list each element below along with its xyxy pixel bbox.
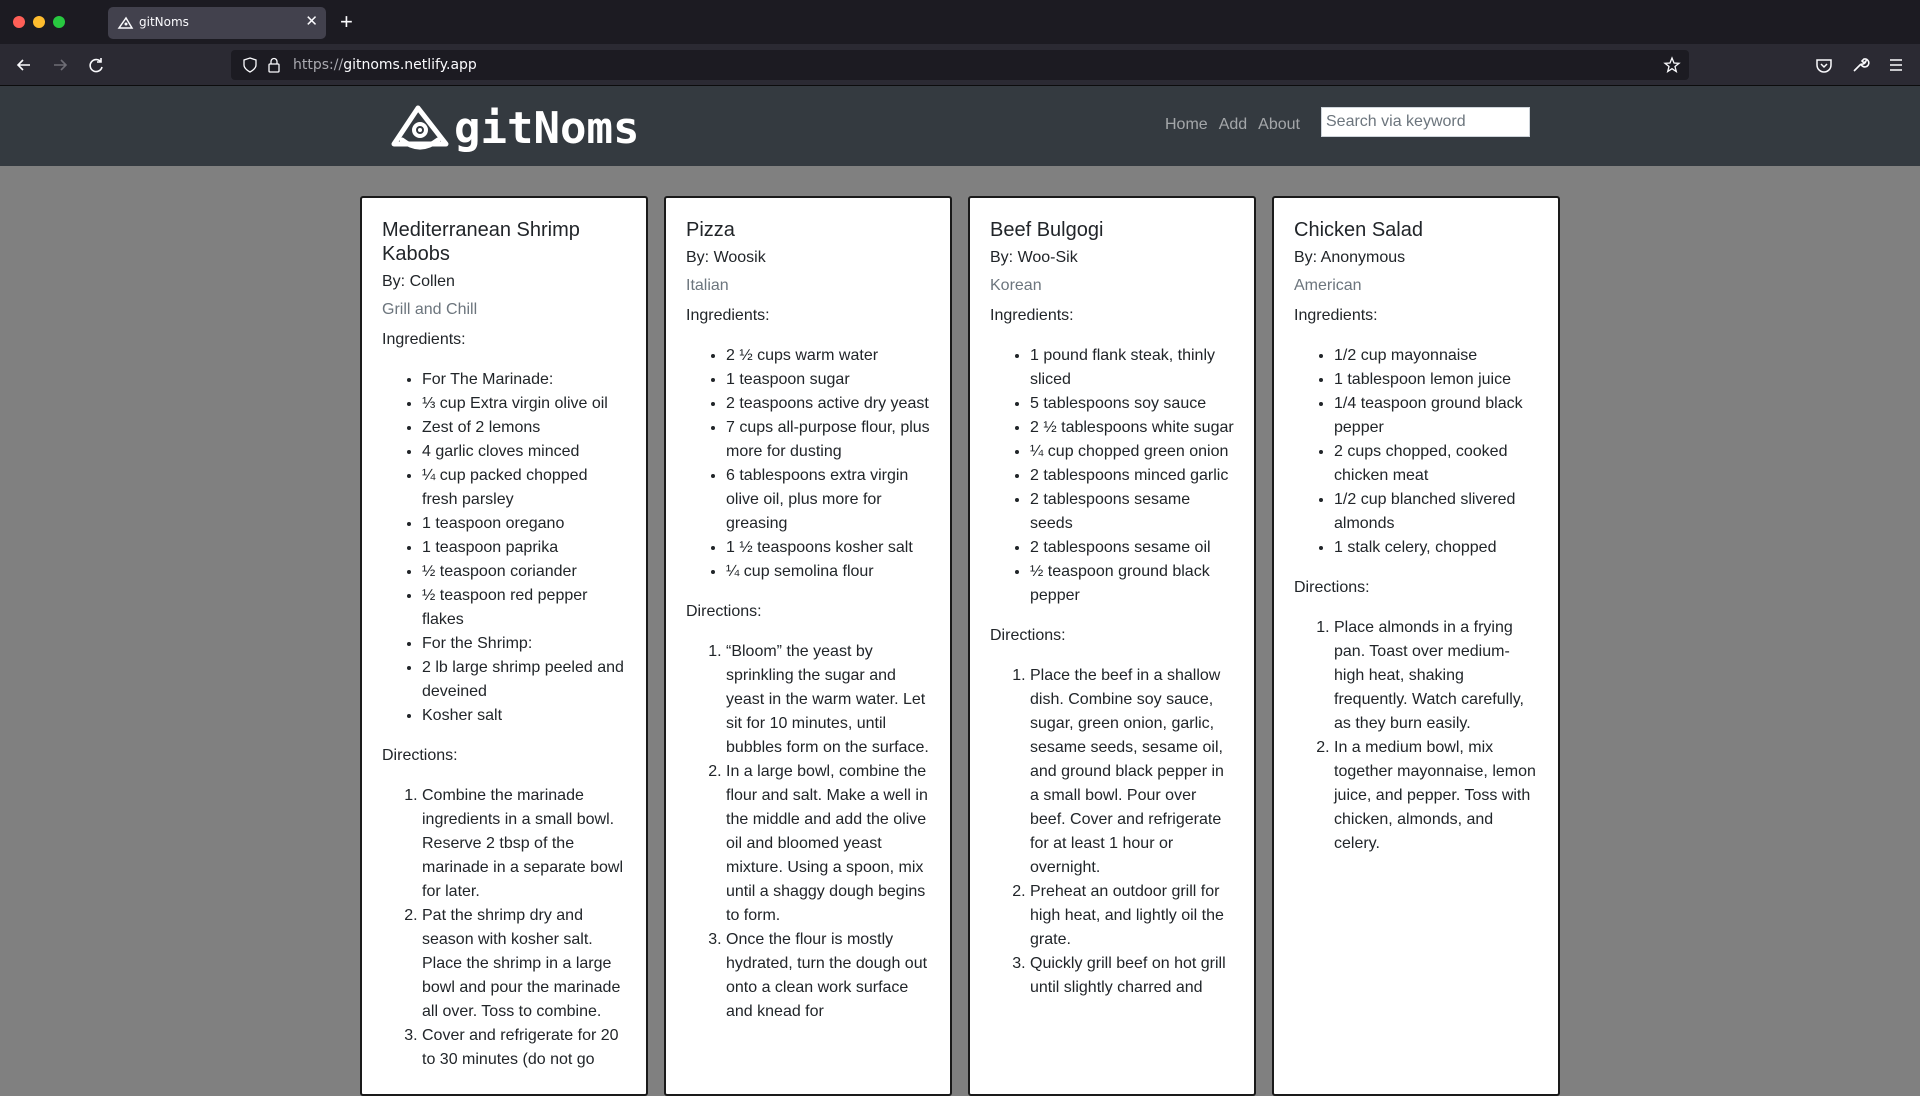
direction-step: 3. Quickly grill beef on hot grill until slightly charred and [1030, 952, 1234, 1000]
ingredient-item: • 6 tablespoons extra virgin olive oil, plus more for greasing [726, 464, 930, 536]
recipe-title: Beef Bulgogi [990, 219, 1104, 241]
direction-step: 1. “Bloom” the yeast by sprinkling the sugar and yeast in the warm water. Let sit for 10 minutes, until bubbles form on the surface. [726, 640, 930, 760]
ingredient-item: • 2 tablespoons sesame seeds [1030, 488, 1234, 536]
new-tab-button[interactable]: + [340, 9, 353, 34]
ingredient-item: • 2 tablespoons minced garlic [1030, 464, 1234, 488]
ingredient-item: • Zest of 2 lemons [422, 416, 626, 440]
ingredients-list [1294, 344, 1538, 560]
ingredient-item: • 2 ½ tablespoons white sugar [1030, 416, 1234, 440]
ingredient-item: • 2 cups chopped, cooked chicken meat [1334, 440, 1538, 488]
ingredient-item: • 1 ½ teaspoons kosher salt [726, 536, 930, 560]
direction-step: 3. Once the flour is mostly hydrated, turn the dough out onto a clean work surface and knead for [726, 928, 930, 1024]
close-tab-icon[interactable]: ✕ [305, 13, 318, 30]
ingredient-item: • 2 lb large shrimp peeled and deveined [422, 656, 626, 704]
ingredient-item: • ⅓ cup Extra virgin olive oil [422, 392, 626, 416]
back-icon[interactable] [13, 54, 35, 76]
recipe-author: By: Collen [382, 273, 455, 290]
ingredient-item: • 2 tablespoons sesame oil [1030, 536, 1234, 560]
ingredient-item: • Kosher salt [422, 704, 626, 728]
direction-step: 3. Cover and refrigerate for 20 to 30 minutes (do not go [422, 1024, 626, 1072]
browser-tab[interactable] [108, 7, 326, 39]
recipe-author: By: Woo-Sik [990, 249, 1078, 266]
directions-list [382, 784, 626, 1072]
ingredient-item: • 2 teaspoons active dry yeast [726, 392, 930, 416]
nav-home[interactable]: Home [1165, 116, 1208, 133]
recipe-card[interactable] [360, 196, 648, 1096]
site-header [0, 86, 1920, 166]
lock-icon[interactable] [267, 57, 281, 73]
ingredient-item: • 5 tablespoons soy sauce [1030, 392, 1234, 416]
ingredient-item: • ½ teaspoon ground black pepper [1030, 560, 1234, 608]
ingredient-item: • ¼ cup chopped green onion [1030, 440, 1234, 464]
ingredient-item: • For The Marinade: [422, 368, 626, 392]
ingredient-item: • 1/2 cup blanched slivered almonds [1334, 488, 1538, 536]
ingredient-item: • For the Shrimp: [422, 632, 626, 656]
directions-list [686, 640, 930, 1024]
direction-step: 1. Place almonds in a frying pan. Toast over medium-high heat, shaking frequently. Watch carefully, as they burn easily. [1334, 616, 1538, 736]
directions-label: Directions: [1294, 579, 1370, 596]
menu-icon[interactable] [1885, 54, 1907, 76]
wrench-icon[interactable] [1849, 54, 1871, 76]
direction-step: 2. Preheat an outdoor grill for high heat, and lightly oil the grate. [1030, 880, 1234, 952]
recipe-card[interactable] [1272, 196, 1560, 1096]
ingredient-item: • 1 teaspoon paprika [422, 536, 626, 560]
ingredient-item: • 1 pound flank steak, thinly sliced [1030, 344, 1234, 392]
url-text[interactable]: https://gitnoms.netlify.app [293, 57, 477, 73]
direction-step: 1. Combine the marinade ingredients in a small bowl. Reserve 2 tbsp of the marinade in a separate bowl for later. [422, 784, 626, 904]
logo-text: gitNoms [454, 102, 640, 154]
ingredient-item: • 1 teaspoon sugar [726, 368, 930, 392]
recipe-card[interactable] [968, 196, 1256, 1096]
browser-toolbar [0, 44, 1920, 86]
recipe-author: By: Anonymous [1294, 249, 1406, 266]
direction-step: 2. In a medium bowl, mix together mayonnaise, lemon juice, and pepper. Toss with chicken, almonds, and celery. [1334, 736, 1538, 856]
recipe-cuisine: Grill and Chill [382, 301, 478, 318]
direction-step: 2. Pat the shrimp dry and season with kosher salt. Place the shrimp in a large bowl and pour the marinade all over. Toss to combine. [422, 904, 626, 1024]
close-window-button[interactable] [13, 16, 25, 28]
recipe-cuisine: Korean [990, 277, 1042, 294]
recipe-card-list [360, 196, 1560, 1096]
ingredient-item: • 2 ½ cups warm water [726, 344, 930, 368]
ingredient-item: • ½ teaspoon coriander [422, 560, 626, 584]
directions-label: Directions: [990, 627, 1066, 644]
ingredients-label: Ingredients: [990, 307, 1074, 324]
nav-about[interactable]: About [1258, 116, 1300, 133]
directions-label: Directions: [686, 603, 762, 620]
url-bar[interactable] [231, 50, 1689, 80]
ingredient-item: • ¼ cup semolina flour [726, 560, 930, 584]
minimize-window-button[interactable] [33, 16, 45, 28]
reload-icon[interactable] [85, 54, 107, 76]
search-input[interactable] [1321, 107, 1530, 137]
directions-list [990, 664, 1234, 1000]
ingredients-label: Ingredients: [382, 331, 466, 348]
ingredient-item: • 1 tablespoon lemon juice [1334, 368, 1538, 392]
recipe-cuisine: Italian [686, 277, 729, 294]
ingredients-list [686, 344, 930, 584]
ingredients-list [382, 368, 626, 728]
recipe-title: Pizza [686, 219, 735, 241]
directions-label: Directions: [382, 747, 458, 764]
ingredients-label: Ingredients: [1294, 307, 1378, 324]
forward-icon[interactable] [49, 54, 71, 76]
ingredient-item: • ½ teaspoon red pepper flakes [422, 584, 626, 632]
ingredient-item: • 1/4 teaspoon ground black pepper [1334, 392, 1538, 440]
pizza-logo-icon [390, 100, 452, 156]
ingredients-list [990, 344, 1234, 608]
shield-icon[interactable] [242, 57, 258, 73]
ingredient-item: • 4 garlic cloves minced [422, 440, 626, 464]
pocket-icon[interactable] [1813, 54, 1835, 76]
site-logo[interactable] [390, 100, 639, 156]
directions-list [1294, 616, 1538, 856]
ingredient-item: • 1 stalk celery, chopped [1334, 536, 1538, 560]
ingredient-item: • ¼ cup packed chopped fresh parsley [422, 464, 626, 512]
recipe-title: Chicken Salad [1294, 219, 1423, 241]
site-nav [1165, 116, 1311, 134]
recipe-cuisine: American [1294, 277, 1362, 294]
recipe-title: Mediterranean Shrimp Kabobs [382, 219, 580, 265]
tab-title: gitNoms [139, 15, 189, 29]
ingredient-item: • 7 cups all-purpose flour, plus more for dusting [726, 416, 930, 464]
pizza-favicon-icon [118, 16, 133, 30]
maximize-window-button[interactable] [53, 16, 65, 28]
ingredients-label: Ingredients: [686, 307, 770, 324]
recipe-author: By: Woosik [686, 249, 766, 266]
browser-tab-bar [0, 0, 1920, 44]
direction-step: 2. In a large bowl, combine the flour and salt. Make a well in the middle and add the olive oil and bloomed yeast mixture. Using a spoon, mix until a shaggy dough begins to form. [726, 760, 930, 928]
bookmark-star-icon[interactable] [1663, 56, 1681, 74]
direction-step: 1. Place the beef in a shallow dish. Combine soy sauce, sugar, green onion, garlic, sesame seeds, sesame oil, and ground black pepper in a small bowl. Pour over beef. Cover and refrigerate for at least 1 hour or overnight. [1030, 664, 1234, 880]
nav-add[interactable]: Add [1218, 116, 1248, 133]
recipe-card[interactable] [664, 196, 952, 1096]
ingredient-item: • 1 teaspoon oregano [422, 512, 626, 536]
ingredient-item: • 1/2 cup mayonnaise [1334, 344, 1538, 368]
